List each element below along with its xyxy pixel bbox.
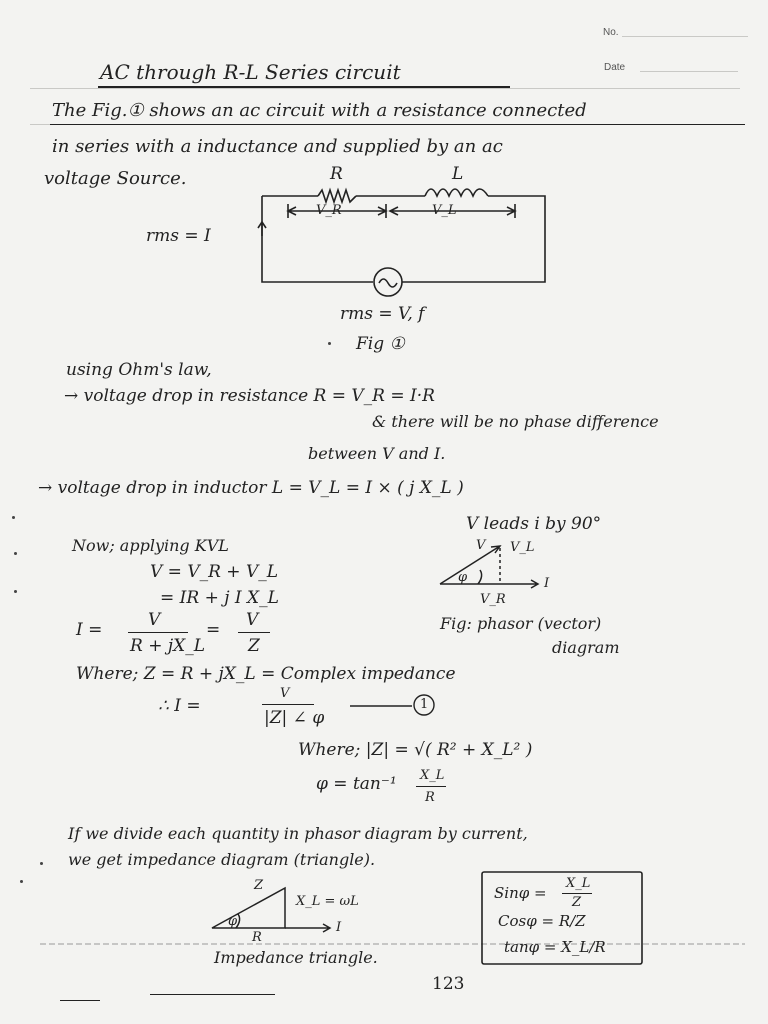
phasor-caption-2: diagram <box>552 638 620 657</box>
kvl-eq-3-eq: = <box>206 620 221 640</box>
resistor-label: R <box>330 164 343 184</box>
inductor-label: L <box>452 164 464 184</box>
triangle-r-label: R <box>252 930 262 945</box>
kvl-eq-1: V = V_R + V_L <box>150 562 279 582</box>
intro-line-1: The Fig.① shows an ac circuit with a resistance connected <box>52 100 587 121</box>
intro-line-3: voltage Source. <box>44 168 187 189</box>
divide-line-2: we get impedance diagram (triangle). <box>68 850 376 869</box>
page-number: 123 <box>432 974 465 994</box>
phasor-phi-label: φ <box>458 570 468 585</box>
fraction-bar <box>238 632 270 633</box>
impedance-line-2-num: V <box>280 686 290 701</box>
trig-tan: tanφ = X_L/R <box>504 938 606 956</box>
triangle-phi-label: φ <box>228 914 238 929</box>
intro-line-2: in series with a inductance and supplied by an ac <box>52 136 503 157</box>
triangle-xl-label: X_L = ωL <box>296 894 359 909</box>
kvl-eq-3-num1: V <box>148 610 161 630</box>
page-title: AC through R-L Series circuit <box>100 60 401 84</box>
phasor-i-label: I <box>544 576 550 591</box>
kvl-eq-3-den1: R + jX_L <box>130 636 206 656</box>
margin-dot <box>20 880 23 883</box>
fraction-bar <box>128 632 188 633</box>
impedance-line-4-den: R <box>425 790 435 805</box>
kvl-eq-2: = IR + j I X_L <box>160 588 279 608</box>
triangle-caption: Impedance triangle. <box>214 948 378 967</box>
margin-dot <box>14 552 17 555</box>
triangle-z-label: Z <box>254 878 264 893</box>
impedance-line-4-num: X_L <box>420 768 445 783</box>
impedance-line-4-lhs: φ = tan⁻¹ <box>316 774 397 794</box>
equation-number: 1 <box>420 697 429 712</box>
trig-sin-den: Z <box>572 895 582 910</box>
impedance-line-2-den: |Z| ∠ φ <box>264 708 325 728</box>
ohms-line-5: V leads i by 90° <box>466 514 602 534</box>
figure-label: Fig ① <box>356 334 405 354</box>
fraction-bar <box>562 893 592 894</box>
fraction-bar <box>262 704 314 705</box>
ohms-line-1: → voltage drop in resistance R = V_R = I·R <box>64 386 435 406</box>
margin-dot <box>40 862 43 865</box>
trig-cos: Cosφ = R/Z <box>498 912 586 930</box>
date-label: Date <box>604 62 626 73</box>
margin-dot <box>12 516 15 519</box>
impedance-line-2-lhs: ∴ I = <box>158 696 201 716</box>
margin-dot <box>328 342 331 345</box>
vr-label: V_R <box>316 203 342 218</box>
source-label: rms = V, f <box>340 304 425 324</box>
footer-line <box>150 994 275 995</box>
impedance-line-1: Where; Z = R + jX_L = Complex impedance <box>76 664 456 684</box>
triangle-i-label: I <box>336 920 342 935</box>
phasor-v-label: V <box>476 538 486 553</box>
kvl-heading: Now; applying KVL <box>72 536 229 555</box>
ohms-line-3: between V and I. <box>308 444 446 463</box>
ohms-line-2: & there will be no phase difference <box>372 412 659 431</box>
trig-sin-lhs: Sinφ = <box>494 884 547 902</box>
kvl-eq-3-lhs: I = <box>76 620 103 640</box>
impedance-line-3: Where; |Z| = √( R² + X_L² ) <box>298 740 533 760</box>
kvl-eq-3-num2: V <box>246 610 259 630</box>
kvl-eq-3-den2: Z <box>248 636 260 656</box>
footer-line <box>60 1000 100 1001</box>
phasor-vl-label: V_L <box>510 540 535 555</box>
vl-label: V_L <box>432 203 457 218</box>
ohms-line-4: → voltage drop in inductor L = V_L = I × ( j X_L ) <box>38 478 464 498</box>
fraction-bar <box>416 786 446 787</box>
ohms-heading: using Ohm's law, <box>66 360 212 380</box>
margin-dot <box>14 590 17 593</box>
divide-line-1: If we divide each quantity in phasor diagram by current, <box>68 824 528 843</box>
trig-sin-num: X_L <box>566 876 591 891</box>
phasor-caption-1: Fig: phasor (vector) <box>440 614 602 633</box>
current-label: rms = I <box>146 226 211 246</box>
no-label: No. <box>603 27 619 38</box>
phasor-vr-label: V_R <box>480 592 506 607</box>
